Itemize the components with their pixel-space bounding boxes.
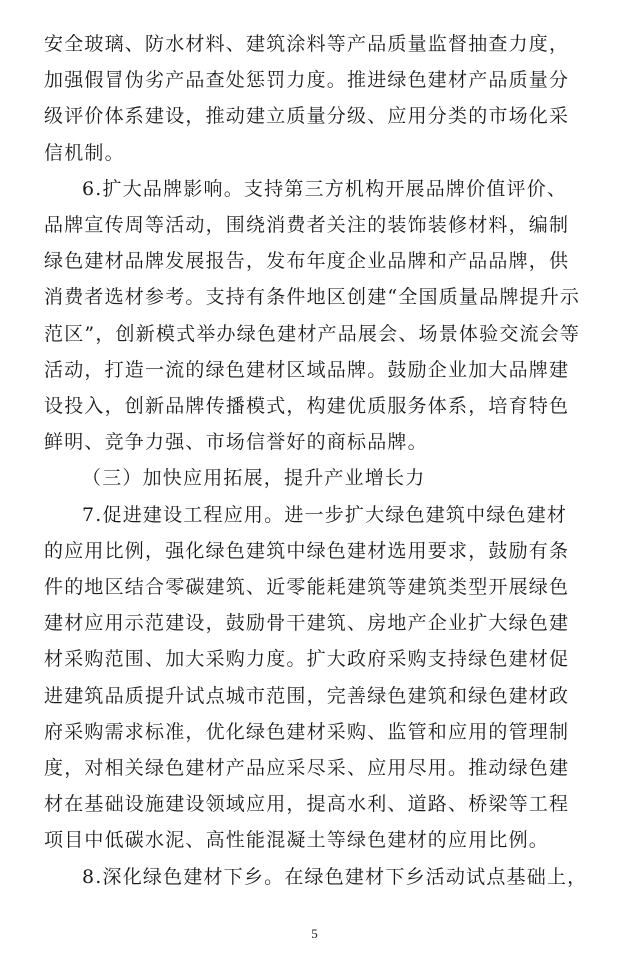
text-line: 加强假冒伪劣产品查处惩罚力度。推进绿色建材产品质量分 bbox=[44, 69, 570, 92]
text-line: 品牌宣传周等活动，围绕消费者关注的装饰装修材料，编制 bbox=[44, 214, 570, 236]
text-line: 的应用比例，强化绿色建筑中绿色建材选用要求，鼓励有条 bbox=[44, 539, 570, 562]
text-line: 消费者选材参考。支持有条件地区创建“全国质量品牌提升示 bbox=[44, 286, 581, 309]
section-item-heading: 6.扩大品牌影响。支持第三方机构开展品牌价值评价、 bbox=[82, 177, 568, 200]
text-line: 材采购范围、加大采购力度。扩大政府采购支持绿色建材促 bbox=[44, 648, 570, 671]
text-line: 安全玻璃、防水材料、建筑涂料等产品质量监督抽查力度， bbox=[44, 33, 570, 55]
text-line: 范区”，创新模式举办绿色建材产品展会、场景体验交流会等 bbox=[44, 322, 581, 345]
text-line: 项目中低碳水泥、高性能混凝土等绿色建材的应用比例。 bbox=[44, 829, 550, 852]
section-item-heading: 7.促进建设工程应用。进一步扩大绿色建筑中绿色建材 bbox=[82, 503, 568, 526]
page-number: 5 bbox=[311, 926, 318, 941]
section-heading: （三）加快应用拓展，提升产业增长力 bbox=[82, 467, 426, 490]
text-line: 度，对相关绿色建材产品应采尽采、应用尽用。推动绿色建 bbox=[44, 757, 570, 779]
text-line: 级评价体系建设，推动建立质量分级、应用分类的市场化采 bbox=[44, 105, 570, 128]
text-line: 建材应用示范建设，鼓励骨干建筑、房地产企业扩大绿色建 bbox=[44, 612, 570, 635]
text-line: 鲜明、竞争力强、市场信誉好的商标品牌。 bbox=[44, 431, 428, 454]
text-line: 活动，打造一流的绿色建材区域品牌。鼓励企业加大品牌建 bbox=[44, 358, 570, 381]
text-line: 绿色建材品牌发展报告，发布年度企业品牌和产品品牌，供 bbox=[44, 250, 570, 273]
text-line: 设投入，创新品牌传播模式，构建优质服务体系，培育特色 bbox=[44, 395, 570, 417]
text-line: 进建筑品质提升试点城市范围，完善绿色建筑和绿色建材政 bbox=[44, 684, 570, 707]
text-line: 件的地区结合零碳建筑、近零能耗建筑等建筑类型开展绿色 bbox=[44, 576, 570, 598]
text-line: 府采购需求标准，优化绿色建材采购、监管和应用的管理制 bbox=[44, 720, 570, 743]
section-item-heading: 8.深化绿色建材下乡。在绿色建材下乡活动试点基础上， bbox=[82, 865, 588, 888]
text-line: 信机制。 bbox=[44, 141, 125, 164]
text-line: 材在基础设施建设领域应用，提高水利、道路、桥梁等工程 bbox=[44, 793, 570, 816]
